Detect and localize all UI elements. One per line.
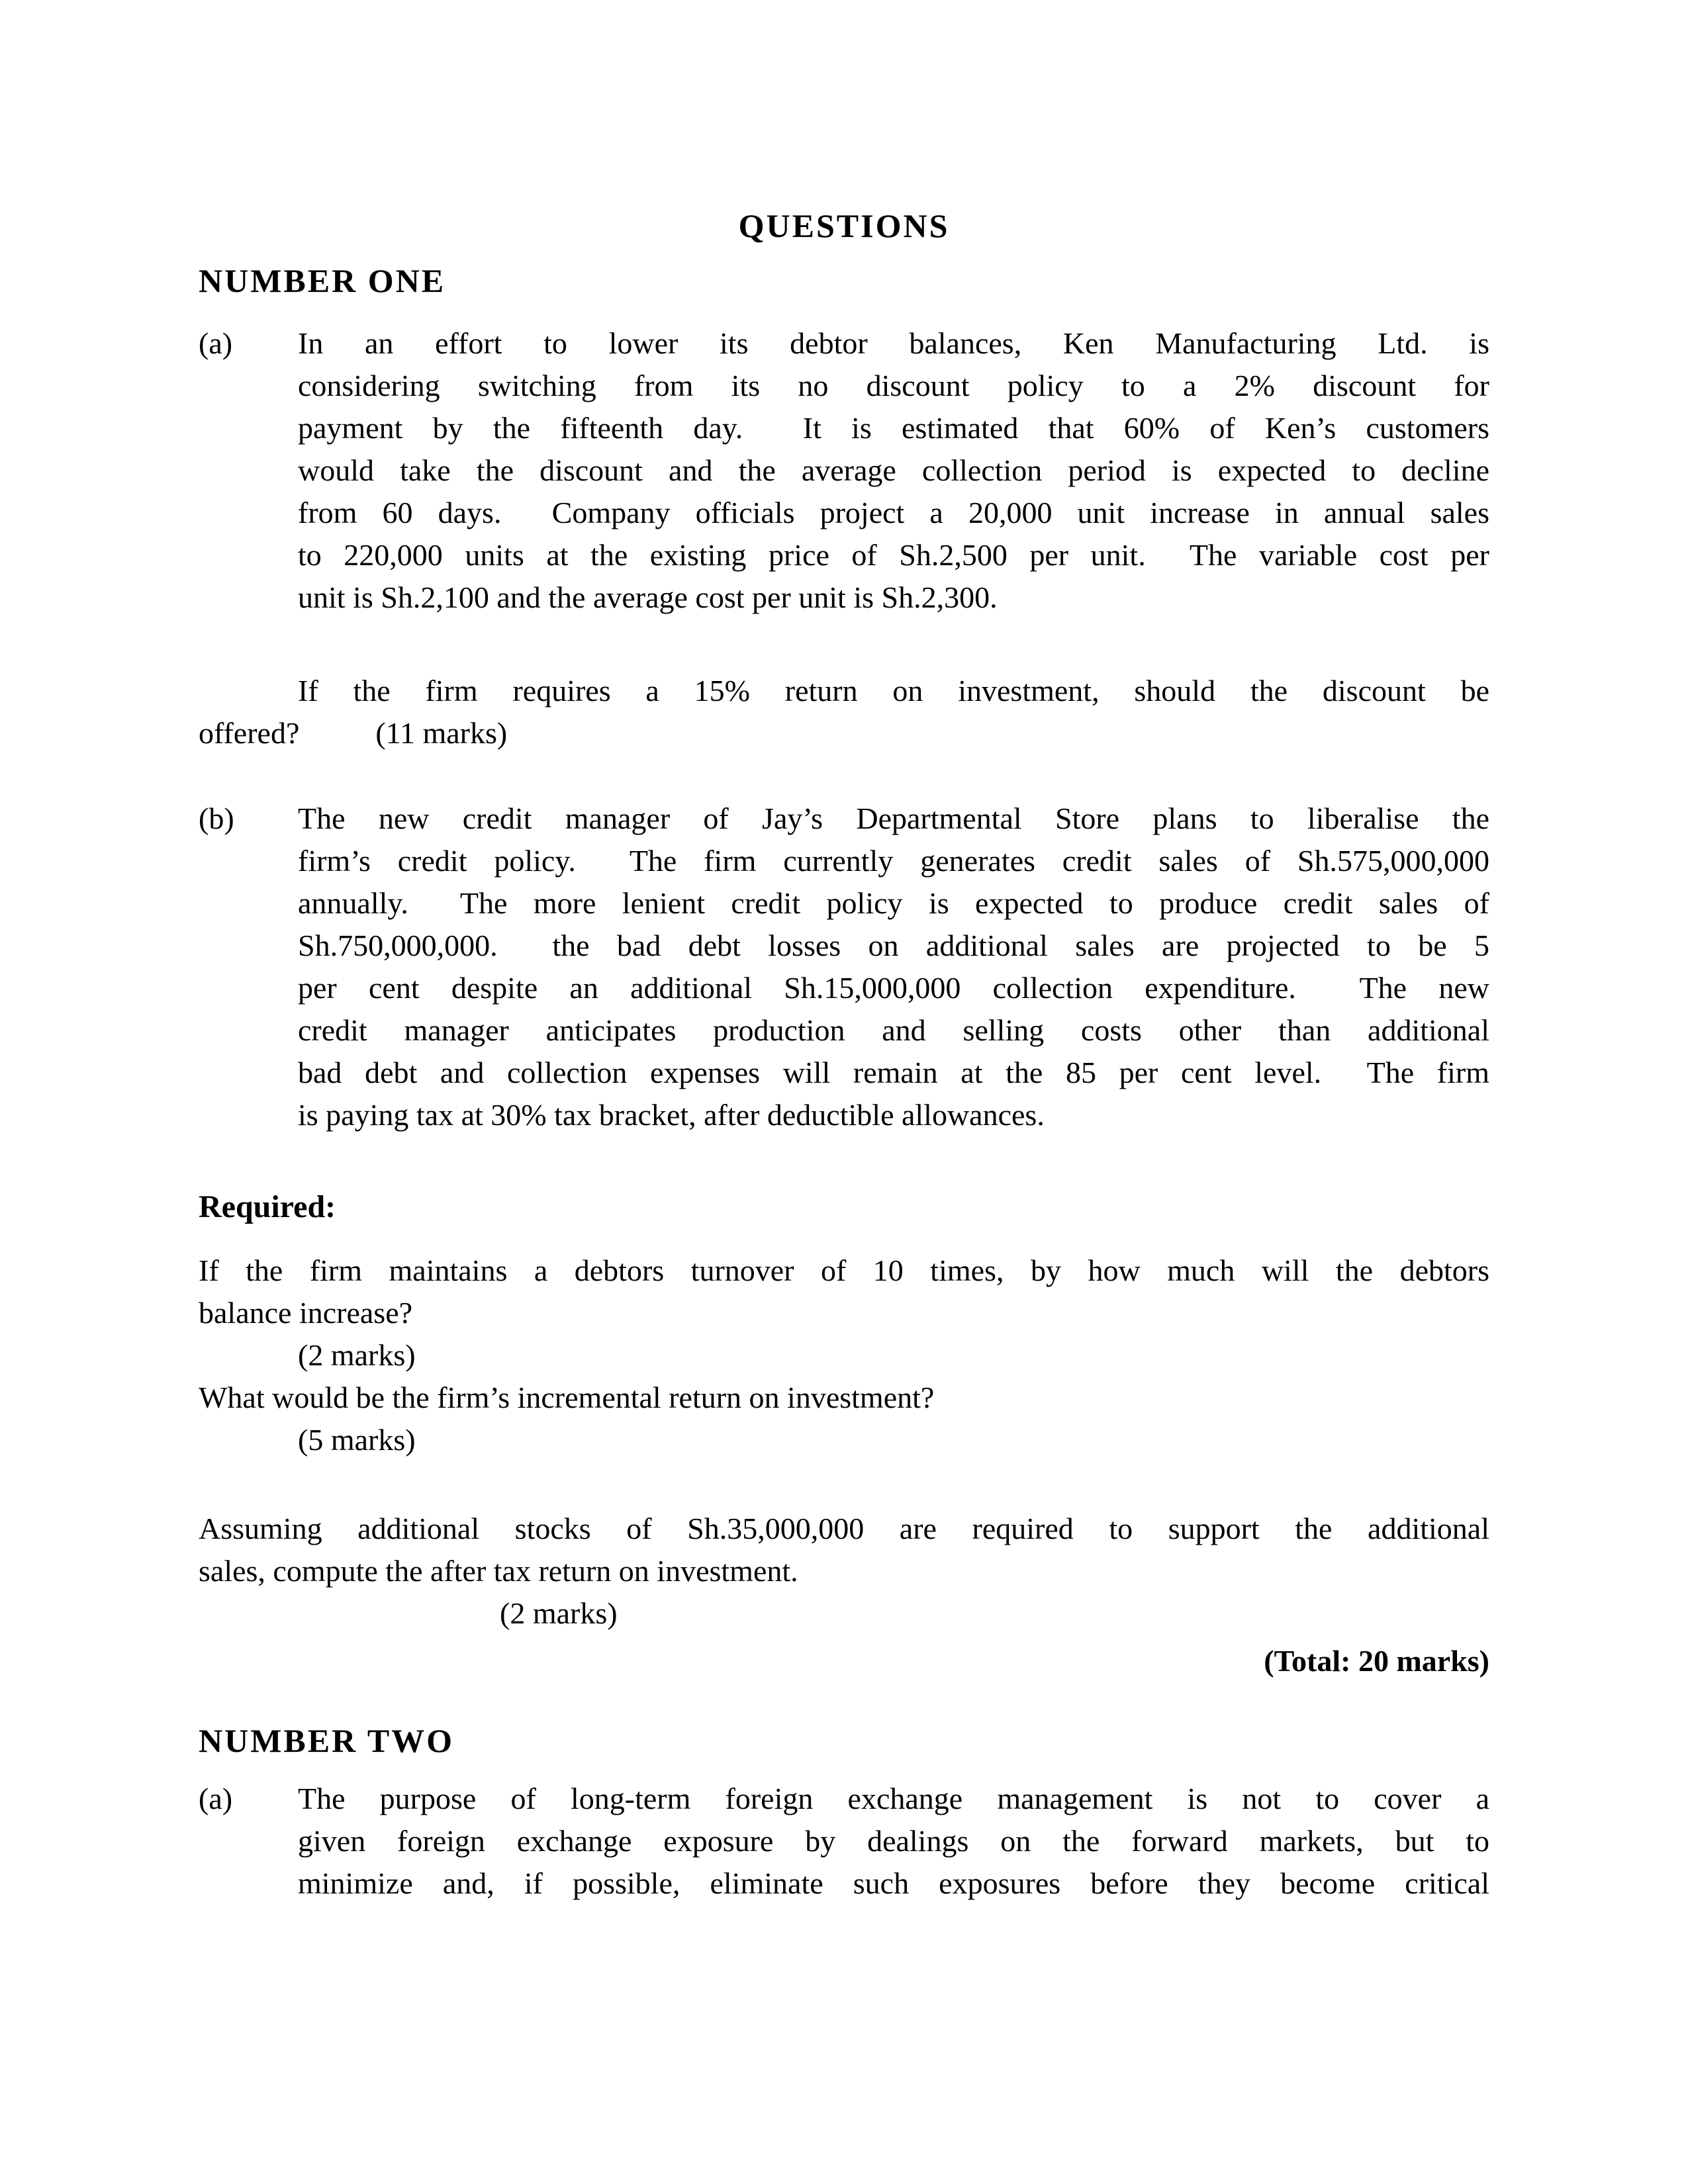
text-line: The new credit manager of Jay’s Departmental Store plans to liberalise the xyxy=(298,801,1489,835)
item-label-b: (b) xyxy=(199,801,234,835)
stocks-item xyxy=(199,1508,1489,1635)
text-line-marks-2: (2 marks) xyxy=(298,1338,416,1372)
text-line: sales, compute the after tax return on investment. xyxy=(199,1554,798,1588)
section-heading-number-one: NUMBER ONE xyxy=(199,262,446,299)
item-body xyxy=(298,1778,1489,1905)
question-two-part-a xyxy=(199,1778,1489,1905)
text-line: The purpose of long-term foreign exchange management is not to cover a xyxy=(298,1782,1489,1815)
required-heading: Required: xyxy=(199,1189,336,1224)
text-line: What would be the firm’s incremental return on investment? xyxy=(199,1381,935,1414)
text-line: annually. The more lenient credit policy is expected to produce credit sales of xyxy=(298,886,1489,920)
text-line-marks-2b: (2 marks) xyxy=(500,1596,618,1630)
text-line: is paying tax at 30% tax bracket, after deductible allowances. xyxy=(298,1098,1045,1132)
text-line: Sh.750,000,000. the bad debt losses on additional sales are projected to be 5 xyxy=(298,929,1489,962)
text-line: considering switching from its no discount policy to a 2% discount for xyxy=(298,369,1489,402)
text-line: per cent despite an additional Sh.15,000,000 collection expenditure. The new xyxy=(298,971,1489,1005)
text-line: payment by the fifteenth day. It is estimated that 60% of Ken’s customers xyxy=(298,411,1489,445)
text-line: given foreign exchange exposure by dealings on the forward markets, but to xyxy=(298,1824,1489,1858)
text-line: to 220,000 units at the existing price of Sh.2,500 per unit. The variable cost per xyxy=(298,538,1489,572)
total-marks: (Total: 20 marks) xyxy=(1264,1644,1489,1678)
text-line: unit is Sh.2,100 and the average cost per unit is Sh.2,300. xyxy=(298,580,998,614)
text-line: would take the discount and the average collection period is expected to decline xyxy=(298,453,1489,487)
document-title: QUESTIONS xyxy=(738,207,950,244)
document-content xyxy=(199,205,1489,1905)
item-label-a: (a) xyxy=(199,326,233,360)
item-body xyxy=(298,797,1489,1136)
text-line: bad debt and collection expenses will remain at the 85 per cent level. The firm xyxy=(298,1056,1489,1089)
item-body xyxy=(298,322,1489,619)
required-items xyxy=(199,1250,1489,1461)
text-line-marks-11: offered? (11 marks) xyxy=(199,716,508,750)
text-line: credit manager anticipates production and selling costs other than additional xyxy=(298,1013,1489,1047)
text-line: from 60 days. Company officials project a 20,000 unit increase in annual sales xyxy=(298,496,1489,529)
text-line: minimize and, if possible, eliminate such exposures before they become critical xyxy=(298,1866,1489,1900)
text-line: balance increase? xyxy=(199,1296,413,1330)
question-one-part-a xyxy=(199,322,1489,619)
section-heading-number-two: NUMBER TWO xyxy=(199,1722,455,1759)
item-label-a2: (a) xyxy=(199,1782,233,1815)
text-line: If the firm maintains a debtors turnover of 10 times, by how much will the debtors xyxy=(199,1253,1489,1287)
question-one-part-b xyxy=(199,797,1489,1136)
text-line: If the firm requires a 15% return on investment, should the discount be xyxy=(298,674,1489,707)
text-line: firm’s credit policy. The firm currently generates credit sales of Sh.575,000,000 xyxy=(298,844,1489,878)
question-one-roi-question xyxy=(199,670,1489,754)
text-line-marks-5: (5 marks) xyxy=(298,1423,416,1457)
text-line: In an effort to lower its debtor balances, Ken Manufacturing Ltd. is xyxy=(298,326,1489,360)
text-line: Assuming additional stocks of Sh.35,000,000 are required to support the additional xyxy=(199,1512,1489,1545)
